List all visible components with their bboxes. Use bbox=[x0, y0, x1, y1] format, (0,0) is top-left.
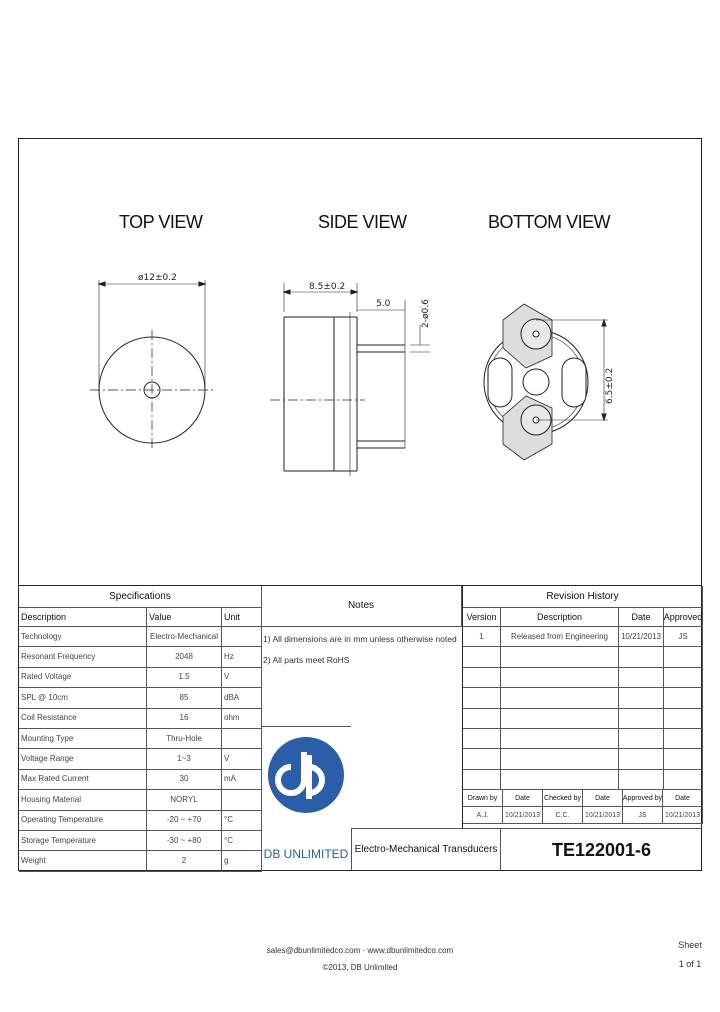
side-pin-dia-label: 2-ø0.6 bbox=[421, 299, 431, 328]
notes-title: Notes bbox=[261, 586, 462, 627]
signoff-header: Date bbox=[583, 790, 623, 807]
spec-description: Resonant Frequency bbox=[19, 647, 147, 667]
spec-value: NORYL bbox=[147, 790, 222, 810]
revision-cell bbox=[664, 688, 703, 708]
revision-cell bbox=[619, 749, 664, 769]
spec-unit: °C bbox=[222, 831, 262, 851]
bottom-pitch-label: 6.5±0.2 bbox=[605, 367, 615, 404]
note-item: 1) All dimensions are in mm unless otherwise noted bbox=[263, 634, 457, 644]
revision-cell bbox=[501, 709, 619, 729]
revision-cell bbox=[619, 770, 664, 790]
bottom-view-title: BOTTOM VIEW bbox=[488, 212, 611, 232]
spec-value: 1.5 bbox=[147, 668, 222, 688]
spec-description: Housing Material bbox=[19, 790, 147, 810]
signoff-value: A.J. bbox=[463, 807, 503, 824]
spec-unit: g bbox=[222, 851, 262, 871]
side-pin-label: 5.0 bbox=[376, 299, 391, 309]
part-number: TE122001-6 bbox=[501, 828, 702, 871]
rev-header-version: Version bbox=[463, 608, 501, 627]
spec-header-description: Description bbox=[19, 608, 147, 627]
spec-unit: V bbox=[222, 749, 262, 769]
spec-value: 16 bbox=[147, 709, 222, 729]
spec-description: Mounting Type bbox=[19, 729, 147, 749]
spec-description: Rated Voltage bbox=[19, 668, 147, 688]
product-type: Electro-Mechanical Transducers bbox=[351, 828, 501, 871]
spec-unit: V bbox=[222, 668, 262, 688]
note-item: 2) All parts meet RoHS bbox=[263, 655, 350, 665]
signoff-header: Date bbox=[503, 790, 543, 807]
spec-value: 2048 bbox=[147, 647, 222, 667]
top-view-title: TOP VIEW bbox=[119, 212, 203, 232]
specifications-title: Specifications bbox=[19, 586, 262, 608]
revision-cell bbox=[619, 729, 664, 749]
signoff-value: 10/21/2013 bbox=[663, 807, 703, 824]
spec-value: 85 bbox=[147, 688, 222, 708]
signoff-value: JS bbox=[623, 807, 663, 824]
revision-cell bbox=[664, 709, 703, 729]
revision-cell bbox=[501, 647, 619, 667]
spec-value: 2 bbox=[147, 851, 222, 871]
revision-cell: 10/21/2013 bbox=[619, 627, 664, 647]
revision-cell bbox=[664, 770, 703, 790]
spec-value: -30 ~ +80 bbox=[147, 831, 222, 851]
signoff-header: Checked by bbox=[543, 790, 583, 807]
rev-header-approved: Approved bbox=[664, 608, 703, 627]
spec-value: Thru-Hole bbox=[147, 729, 222, 749]
spec-description: Technology bbox=[19, 627, 147, 647]
top-diameter-label: ø12±0.2 bbox=[138, 273, 177, 283]
revision-cell bbox=[501, 688, 619, 708]
signoff-header: Date bbox=[663, 790, 703, 807]
spec-description: Voltage Range bbox=[19, 749, 147, 769]
signoff-value: 10/21/2013 bbox=[583, 807, 623, 824]
revision-cell bbox=[619, 668, 664, 688]
revision-cell bbox=[501, 668, 619, 688]
spec-header-value: Value bbox=[147, 608, 222, 627]
logo-block bbox=[261, 726, 351, 871]
revision-cell bbox=[463, 749, 501, 769]
side-view-drawing bbox=[270, 283, 430, 476]
spec-unit: mA bbox=[222, 770, 262, 790]
revision-cell bbox=[463, 688, 501, 708]
specifications-table bbox=[18, 585, 261, 871]
signoff-value: C.C. bbox=[543, 807, 583, 824]
spec-description: Operating Temperature bbox=[19, 811, 147, 831]
revision-cell: JS bbox=[664, 627, 703, 647]
revision-title: Revision History bbox=[463, 586, 703, 608]
spec-unit: dBA bbox=[222, 688, 262, 708]
spec-unit: ohm bbox=[222, 709, 262, 729]
revision-cell bbox=[463, 729, 501, 749]
spec-description: Storage Temperature bbox=[19, 831, 147, 851]
revision-cell bbox=[501, 770, 619, 790]
revision-cell bbox=[664, 749, 703, 769]
revision-cell bbox=[619, 647, 664, 667]
spec-unit bbox=[222, 729, 262, 749]
spec-unit: Hz bbox=[222, 647, 262, 667]
rev-header-date: Date bbox=[619, 608, 664, 627]
spec-unit: °C bbox=[222, 811, 262, 831]
revision-cell bbox=[664, 647, 703, 667]
revision-cell bbox=[463, 668, 501, 688]
spec-value: 1~3 bbox=[147, 749, 222, 769]
revision-cell bbox=[501, 729, 619, 749]
side-view-title: SIDE VIEW bbox=[318, 212, 407, 232]
spec-description: Coil Resistance bbox=[19, 709, 147, 729]
bottom-view-drawing bbox=[484, 304, 608, 460]
spec-value: Electro-Mechanical bbox=[147, 627, 222, 647]
revision-cell bbox=[463, 647, 501, 667]
revision-cell bbox=[619, 709, 664, 729]
side-height-label: 8.5±0.2 bbox=[309, 282, 346, 292]
footer-contact: sales@dbunlimitedco.com · www.dbunlimitedco.com bbox=[266, 946, 454, 955]
revision-cell bbox=[664, 729, 703, 749]
revision-cell bbox=[619, 688, 664, 708]
sheet-label: Sheet bbox=[678, 940, 702, 950]
rev-header-description: Description bbox=[501, 608, 619, 627]
sheet-value: 1 of 1 bbox=[678, 959, 702, 969]
revision-cell bbox=[664, 668, 703, 688]
revision-table bbox=[462, 585, 702, 828]
revision-cell: 1 bbox=[463, 627, 501, 647]
spec-value: -20 ~ +70 bbox=[147, 811, 222, 831]
revision-cell bbox=[463, 770, 501, 790]
spec-description: Max Rated Current bbox=[19, 770, 147, 790]
revision-cell: Released from Engineering bbox=[501, 627, 619, 647]
footer-copyright: ©2013, DB Unlimited bbox=[322, 963, 398, 972]
spec-value: 30 bbox=[147, 770, 222, 790]
revision-cell bbox=[501, 749, 619, 769]
spec-unit bbox=[222, 790, 262, 810]
spec-header-unit: Unit bbox=[222, 608, 262, 627]
signoff-header: Approved by bbox=[623, 790, 663, 807]
spec-description: SPL @ 10cm bbox=[19, 688, 147, 708]
spec-description: Weight bbox=[19, 851, 147, 871]
revision-cell bbox=[463, 709, 501, 729]
top-view-drawing bbox=[90, 280, 214, 450]
spec-unit bbox=[222, 627, 262, 647]
logo-text: DB UNLIMITED bbox=[263, 847, 349, 861]
signoff-header: Drawn by bbox=[463, 790, 503, 807]
db-logo bbox=[261, 727, 351, 837]
signoff-value: 10/21/2013 bbox=[503, 807, 543, 824]
